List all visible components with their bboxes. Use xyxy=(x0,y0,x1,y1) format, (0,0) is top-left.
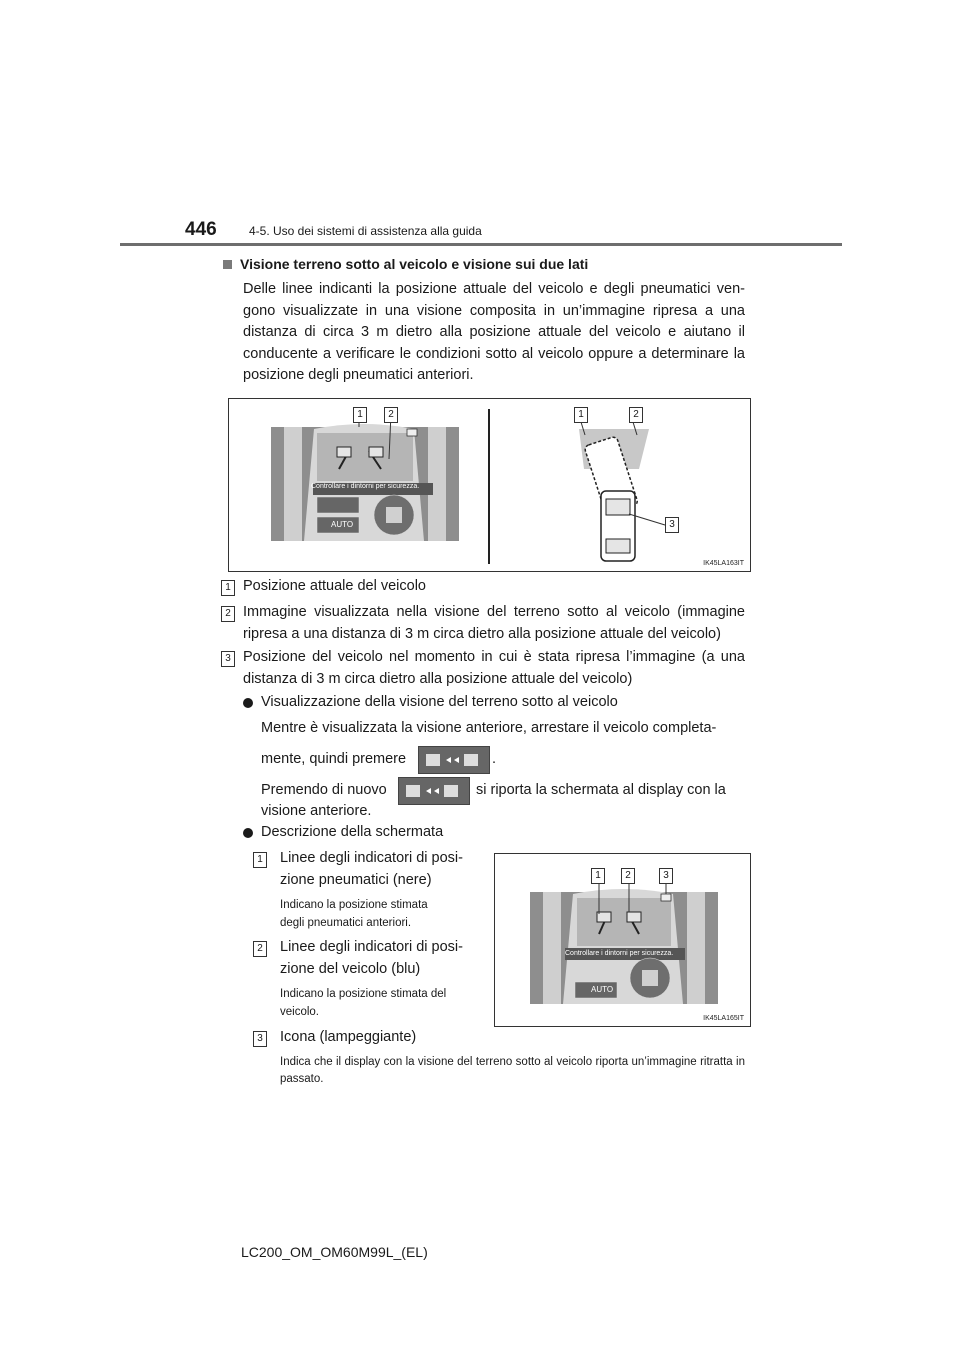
legend-num-3: 3 xyxy=(221,651,235,667)
figure2-callout-3: 3 xyxy=(659,868,673,884)
figure1-code: IK45LA163IT xyxy=(703,560,744,567)
bullet1-line3-post: si riporta la schermata al display con la xyxy=(476,782,726,798)
figure1-callout-1b: 1 xyxy=(574,407,588,423)
figure2-callout-2: 2 xyxy=(621,868,635,884)
figure1-screen-message: Controllare i dintorni per sicurezza. xyxy=(311,483,420,490)
figure-ground-view-illustration xyxy=(229,399,750,571)
ground-view-switch-icon-2 xyxy=(404,782,464,800)
square-bullet-icon xyxy=(223,260,232,269)
section-title xyxy=(223,256,588,272)
figure-screen-description xyxy=(494,853,751,1027)
figure1-callout-3: 3 xyxy=(665,517,679,533)
desc-note-3: Indica che il display con la visione del terreno sotto al veicolo riporta un’immagine ritratta in passato. xyxy=(280,1056,745,1085)
ground-view-switch-icon xyxy=(424,751,484,769)
bullet-dot-icon-2 xyxy=(243,828,253,838)
legend-num-2: 2 xyxy=(221,606,235,622)
bullet1-line4: visione anteriore. xyxy=(261,803,372,819)
desc-note-2-line2: veicolo. xyxy=(280,1006,319,1018)
bullet1-line2-post: . xyxy=(492,751,497,767)
header-divider xyxy=(120,243,842,246)
legend-text-3: Posizione del veicolo nel momento in cui è stata ripresa l’immagine (a una distanza di 3 m circa dietro alla posizione attuale del veicolo) xyxy=(243,649,745,687)
figure1-callout-2b: 2 xyxy=(629,407,643,423)
legend-num-1: 1 xyxy=(221,580,235,596)
figure2-auto-label: AUTO xyxy=(591,985,614,994)
desc-title-1-line2: zione pneumatici (nere) xyxy=(280,872,432,888)
desc-title-2-line2: zione del veicolo (blu) xyxy=(280,961,421,977)
section-title-text: Visione terreno sotto al veicolo e visione sui due lati xyxy=(240,256,589,272)
figure1-auto-label: AUTO xyxy=(331,520,354,529)
intro-paragraph: Delle linee indicanti la posizione attuale del veicolo e degli pneumatici ven-gono visualizzate in una visione composita in un’immagine ripresa a una distanza di circa 3 m dietro alla posizione attuale del veicolo e aiutano il conducente a verificare le condizioni sotto al veicolo oppure a determinare la posizione degli pneumatici anteriori. xyxy=(243,281,745,383)
ground-view-switch-button-2[interactable] xyxy=(398,777,470,805)
figure2-screen-message: Controllare i dintorni per sicurezza. xyxy=(565,950,674,957)
desc-note-1-line2: degli pneumatici anteriori. xyxy=(280,917,412,929)
figure2-code: IK45LA165IT xyxy=(703,1015,744,1022)
figure-ground-view xyxy=(228,398,751,572)
legend-text-2: Immagine visualizzata nella visione del terreno sotto al veicolo (immagine ripresa a una distanza di 3 m circa dietro alla posizione attuale del veicolo) xyxy=(243,604,745,642)
desc-num-2: 2 xyxy=(253,941,267,957)
bullet2-title: Descrizione della schermata xyxy=(261,824,444,840)
bullet1-line1: Mentre è visualizzata la visione anteriore, arrestare il veicolo completa- xyxy=(261,720,717,736)
desc-note-1-line1: Indicano la posizione stimata xyxy=(280,899,428,911)
desc-title-2-line1: Linee degli indicatori di posi- xyxy=(280,939,463,955)
figure1-callout-2: 2 xyxy=(384,407,398,423)
breadcrumb: 4-5. Uso dei sistemi di assistenza alla guida xyxy=(249,224,482,238)
ground-view-switch-button[interactable] xyxy=(418,746,490,774)
bullet1-line2-pre: mente, quindi premere xyxy=(261,751,407,767)
bullet1-title: Visualizzazione della visione del terreno sotto al veicolo xyxy=(261,694,618,710)
legend-text-1: Posizione attuale del veicolo xyxy=(243,578,426,594)
desc-num-1: 1 xyxy=(253,852,267,868)
desc-title-3: Icona (lampeggiante) xyxy=(280,1029,417,1045)
bullet1-line3-pre: Premendo di nuovo xyxy=(261,782,387,798)
figure2-callout-1: 1 xyxy=(591,868,605,884)
figure1-callout-1: 1 xyxy=(353,407,367,423)
page-number: 446 xyxy=(185,219,217,240)
bullet-dot-icon xyxy=(243,698,253,708)
document-footer: LC200_OM_OM60M99L_(EL) xyxy=(241,1244,428,1260)
desc-num-3: 3 xyxy=(253,1031,267,1047)
desc-title-1-line1: Linee degli indicatori di posi- xyxy=(280,850,463,866)
desc-note-2-line1: Indicano la posizione stimata del xyxy=(280,988,447,1000)
